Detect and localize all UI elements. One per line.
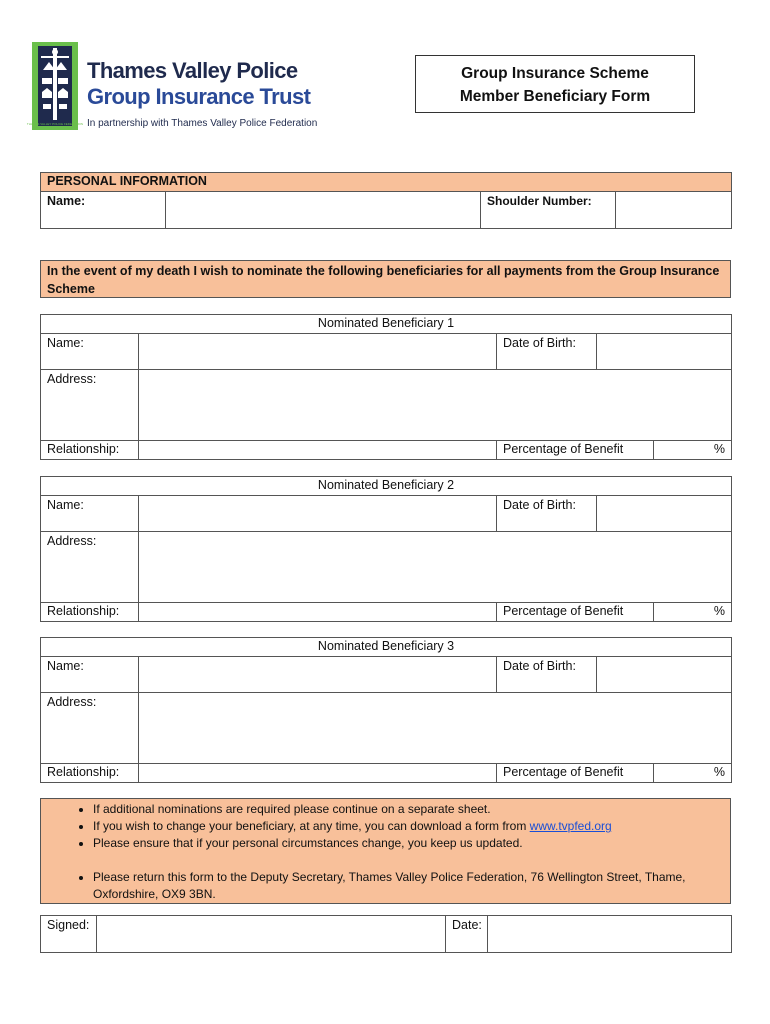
logo-tagline: In partnership with Thames Valley Police Federation — [87, 118, 318, 129]
beneficiary-3-address-field[interactable] — [139, 693, 732, 764]
personal-information-heading: PERSONAL INFORMATION — [41, 173, 732, 192]
date-label: Date: — [446, 916, 488, 953]
beneficiary-2-relationship-label: Relationship: — [41, 603, 139, 622]
shoulder-number-label: Shoulder Number: — [481, 192, 616, 229]
beneficiary-1-table — [40, 314, 732, 460]
note-separate-sheet: • If additional nominations are required please continue on a separate sheet. — [93, 801, 724, 818]
beneficiary-1-relationship-label: Relationship: — [41, 441, 139, 460]
note-change-text: If you wish to change your beneficiary, at any time, you can download a form from — [93, 819, 530, 833]
beneficiary-2-percentage-field[interactable] — [654, 603, 732, 622]
beneficiary-3-heading: Nominated Beneficiary 3 — [41, 638, 732, 657]
note-spacer — [93, 852, 724, 869]
beneficiary-3-percentage-label: Percentage of Benefit — [497, 764, 654, 783]
personal-information-table — [40, 172, 732, 229]
svg-text:THAMES VALLEY POLICE FEDERATIO: THAMES VALLEY POLICE FEDERATION — [26, 122, 84, 126]
beneficiary-1-address-field[interactable] — [139, 370, 732, 441]
beneficiary-2-dob-label: Date of Birth: — [497, 496, 597, 532]
beneficiary-3-address-label: Address: — [41, 693, 139, 764]
shoulder-number-field[interactable] — [616, 192, 732, 229]
beneficiary-1-heading: Nominated Beneficiary 1 — [41, 315, 732, 334]
beneficiary-1-dob-label: Date of Birth: — [497, 334, 597, 370]
logo-title-line1: Thames Valley Police — [87, 58, 298, 83]
logo-title-line2: Group Insurance Trust — [87, 84, 311, 109]
note-return-address: • Please return this form to the Deputy Secretary, Thames Valley Police Federation, 76 Wellington Street, Thame, Oxfordshire, OX9 3BN. — [93, 869, 724, 903]
beneficiary-1-relationship-field[interactable] — [139, 441, 497, 460]
police-crest-logo — [26, 42, 84, 130]
signature-field[interactable] — [97, 916, 446, 953]
form-title-line2: Member Beneficiary Form — [459, 88, 651, 105]
beneficiary-2-relationship-field[interactable] — [139, 603, 497, 622]
member-name-label: Name: — [41, 192, 166, 229]
percent-sign: % — [713, 442, 726, 456]
beneficiary-2-address-label: Address: — [41, 532, 139, 603]
notes-box — [40, 798, 731, 904]
form-title — [415, 55, 695, 113]
beneficiary-1-dob-field[interactable] — [597, 334, 732, 370]
beneficiary-3-relationship-field[interactable] — [139, 764, 497, 783]
beneficiary-2-address-field[interactable] — [139, 532, 732, 603]
beneficiary-2-percentage-label: Percentage of Benefit — [497, 603, 654, 622]
beneficiary-3-relationship-label: Relationship: — [41, 764, 139, 783]
beneficiary-2-heading: Nominated Beneficiary 2 — [41, 477, 732, 496]
nomination-statement: In the event of my death I wish to nominate the following beneficiaries for all payments from the Group Insurance Scheme — [40, 260, 731, 298]
beneficiary-1-name-label: Name: — [41, 334, 139, 370]
beneficiary-3-dob-label: Date of Birth: — [497, 657, 597, 693]
beneficiary-3-name-label: Name: — [41, 657, 139, 693]
beneficiary-1-percentage-label: Percentage of Benefit — [497, 441, 654, 460]
beneficiary-1-address-label: Address: — [41, 370, 139, 441]
note-change-beneficiary — [93, 818, 724, 835]
percent-sign: % — [713, 765, 726, 779]
beneficiary-1-name-field[interactable] — [139, 334, 497, 370]
signature-table — [40, 915, 732, 953]
date-field[interactable] — [488, 916, 732, 953]
member-name-field[interactable] — [166, 192, 481, 229]
note-keep-updated: • Please ensure that if your personal circumstances change, you keep us updated. — [93, 835, 724, 852]
beneficiary-2-name-label: Name: — [41, 496, 139, 532]
form-title-line1: Group Insurance Scheme — [461, 65, 649, 82]
beneficiary-1-percentage-field[interactable] — [654, 441, 732, 460]
signed-label: Signed: — [41, 916, 97, 953]
beneficiary-3-table — [40, 637, 732, 783]
beneficiary-2-table — [40, 476, 732, 622]
beneficiary-2-dob-field[interactable] — [597, 496, 732, 532]
beneficiary-3-dob-field[interactable] — [597, 657, 732, 693]
beneficiary-3-percentage-field[interactable] — [654, 764, 732, 783]
tvpfed-link[interactable]: www.tvpfed.org — [529, 819, 612, 833]
beneficiary-2-name-field[interactable] — [139, 496, 497, 532]
percent-sign: % — [713, 604, 726, 618]
beneficiary-3-name-field[interactable] — [139, 657, 497, 693]
